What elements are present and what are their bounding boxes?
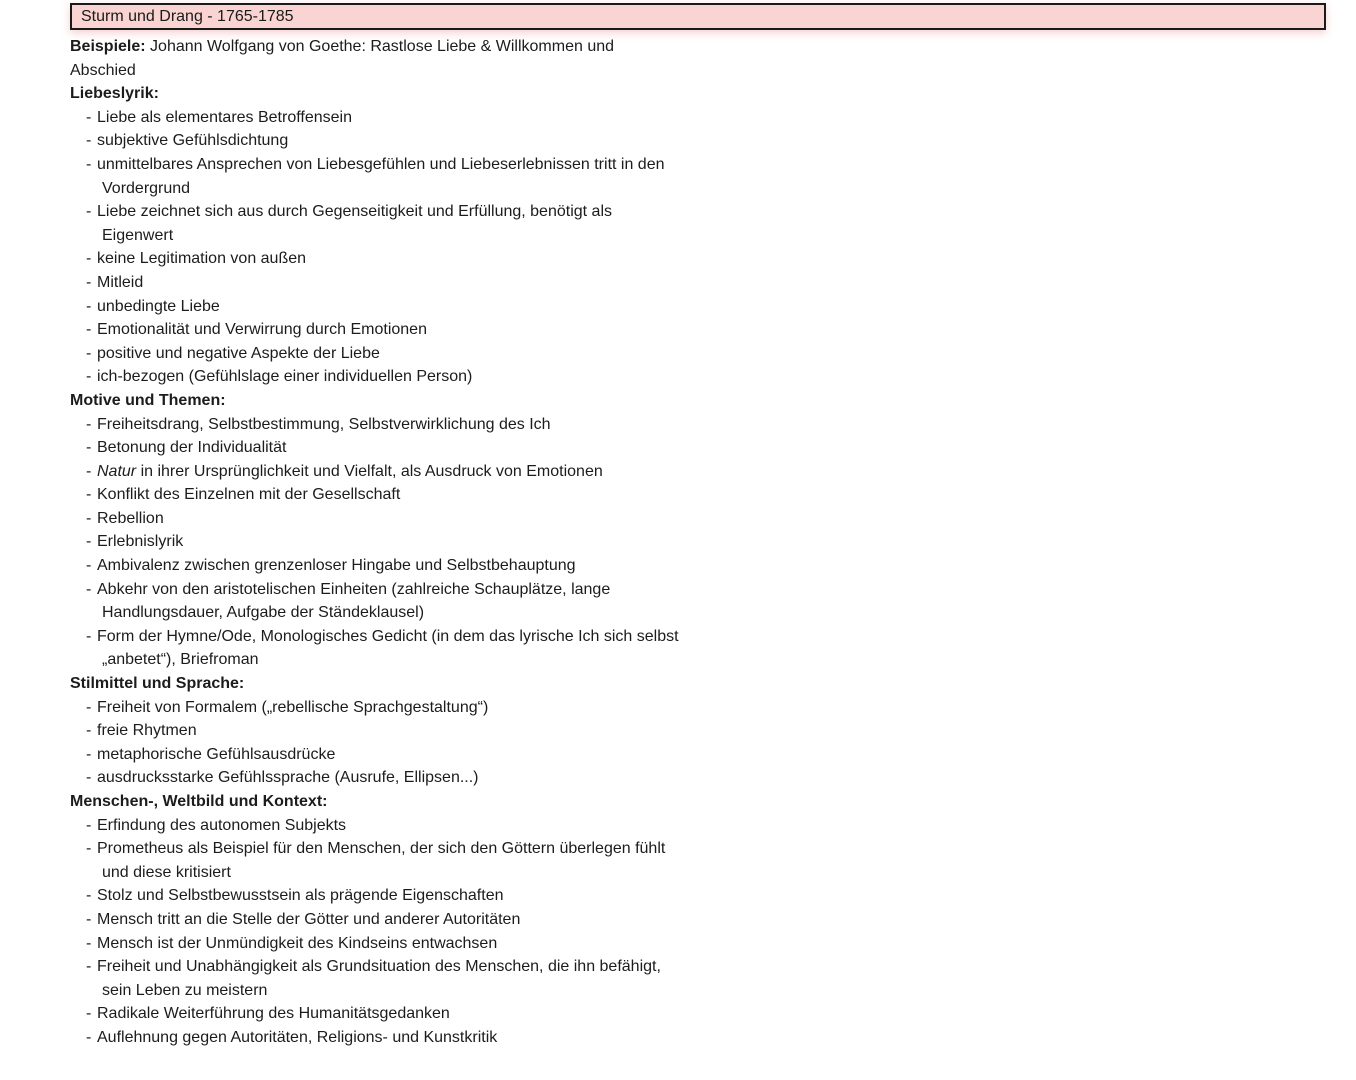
page-title: Sturm und Drang - 1765-1785: [81, 8, 294, 25]
emphasis-natur: Natur: [97, 462, 137, 480]
list-item: - Ambivalenz zwischen grenzenloser Hingabe und Selbstbehauptung: [86, 557, 576, 575]
list-item: - Prometheus als Beispiel für den Menschen, der sich den Göttern überlegen fühlt: [86, 840, 666, 858]
list-item: - Stolz und Selbstbewusstsein als prägende Eigenschaften: [86, 887, 504, 905]
list-item-continuation: Eigenwert: [102, 226, 174, 244]
list-item: - Form der Hymne/Ode, Monologisches Gedicht (in dem das lyrische Ich sich selbst: [86, 627, 679, 645]
examples-line: [70, 35, 710, 59]
examples-label: Beispiele:: [70, 38, 146, 55]
section-heading-stilmittel: Stilmittel und Sprache:: [70, 675, 245, 693]
list-item-continuation: Vordergrund: [102, 179, 191, 197]
list-item: - Natur in ihrer Ursprünglichkeit und Vielfalt, als Ausdruck von Emotionen: [86, 462, 603, 480]
list-item: - Rebellion: [86, 509, 164, 527]
list-item: - ich-bezogen (Gefühlslage einer individuellen Person): [86, 368, 473, 386]
list-item: - Freiheit und Unabhängigkeit als Grundsituation des Menschen, die ihn befähigt,: [86, 958, 661, 976]
examples-text: Johann Wolfgang von Goethe: Rastlose Liebe & Willkommen und: [145, 38, 615, 55]
list-item: - Radikale Weiterführung des Humanitätsgedanken: [86, 1005, 450, 1023]
list-item: - Auflehnung gegen Autoritäten, Religions- und Kunstkritik: [86, 1028, 498, 1046]
list-item-continuation: sein Leben zu meistern: [102, 981, 268, 999]
section-heading-menschenbild: Menschen-, Weltbild und Kontext:: [70, 793, 328, 810]
list-item: - Erfindung des autonomen Subjekts: [86, 816, 347, 834]
list-item: - unmittelbares Ansprechen von Liebesgefühlen und Liebeserlebnissen tritt in den: [86, 155, 665, 173]
list-item: - Mitleid: [86, 273, 144, 291]
list-item: - keine Legitimation von außen: [86, 250, 307, 268]
list-item: - positive und negative Aspekte der Liebe: [86, 344, 380, 362]
list-item: - Mensch ist der Unmündigkeit des Kindseins entwachsen: [86, 934, 498, 952]
list-item: - freie Rhytmen: [86, 722, 197, 740]
list-item-continuation: „anbetet“), Briefroman: [102, 651, 259, 669]
section-title-box: [70, 3, 1326, 30]
list-item: - Mensch tritt an die Stelle der Götter und anderer Autoritäten: [86, 910, 521, 928]
examples-line-continued: Abschied: [70, 61, 136, 79]
list-item: - Freiheitsdrang, Selbstbestimmung, Selbstverwirklichung des Ich: [86, 415, 551, 433]
list-item: - unbedingte Liebe: [86, 297, 220, 315]
list-item: - subjektive Gefühlsdichtung: [86, 132, 289, 150]
list-item: - Liebe zeichnet sich aus durch Gegenseitigkeit und Erfüllung, benötigt als: [86, 203, 612, 221]
list-item: - Konflikt des Einzelnen mit der Gesellschaft: [86, 486, 401, 504]
document-body: [70, 35, 710, 1050]
section-heading-liebeslyrik: Liebeslyrik:: [70, 85, 159, 103]
list-item: - Erlebnislyrik: [86, 533, 184, 551]
list-item: - Emotionalität und Verwirrung durch Emotionen: [86, 321, 427, 339]
list-item: - ausdrucksstarke Gefühlssprache (Ausrufe, Ellipsen...): [86, 769, 479, 787]
list-item: - Freiheit von Formalem („rebellische Sprachgestaltung“): [86, 698, 489, 716]
list-item: - Betonung der Individualität: [86, 439, 287, 457]
list-item-continuation: Handlungsdauer, Aufgabe der Ständeklausel): [102, 604, 425, 622]
section-heading-motive: Motive und Themen:: [70, 391, 226, 409]
list-item: - metaphorische Gefühlsausdrücke: [86, 745, 336, 763]
list-item-continuation: und diese kritisiert: [102, 863, 231, 881]
list-item: - Abkehr von den aristotelischen Einheiten (zahlreiche Schauplätze, lange: [86, 580, 611, 598]
list-item: - Liebe als elementares Betroffensein: [86, 108, 352, 126]
